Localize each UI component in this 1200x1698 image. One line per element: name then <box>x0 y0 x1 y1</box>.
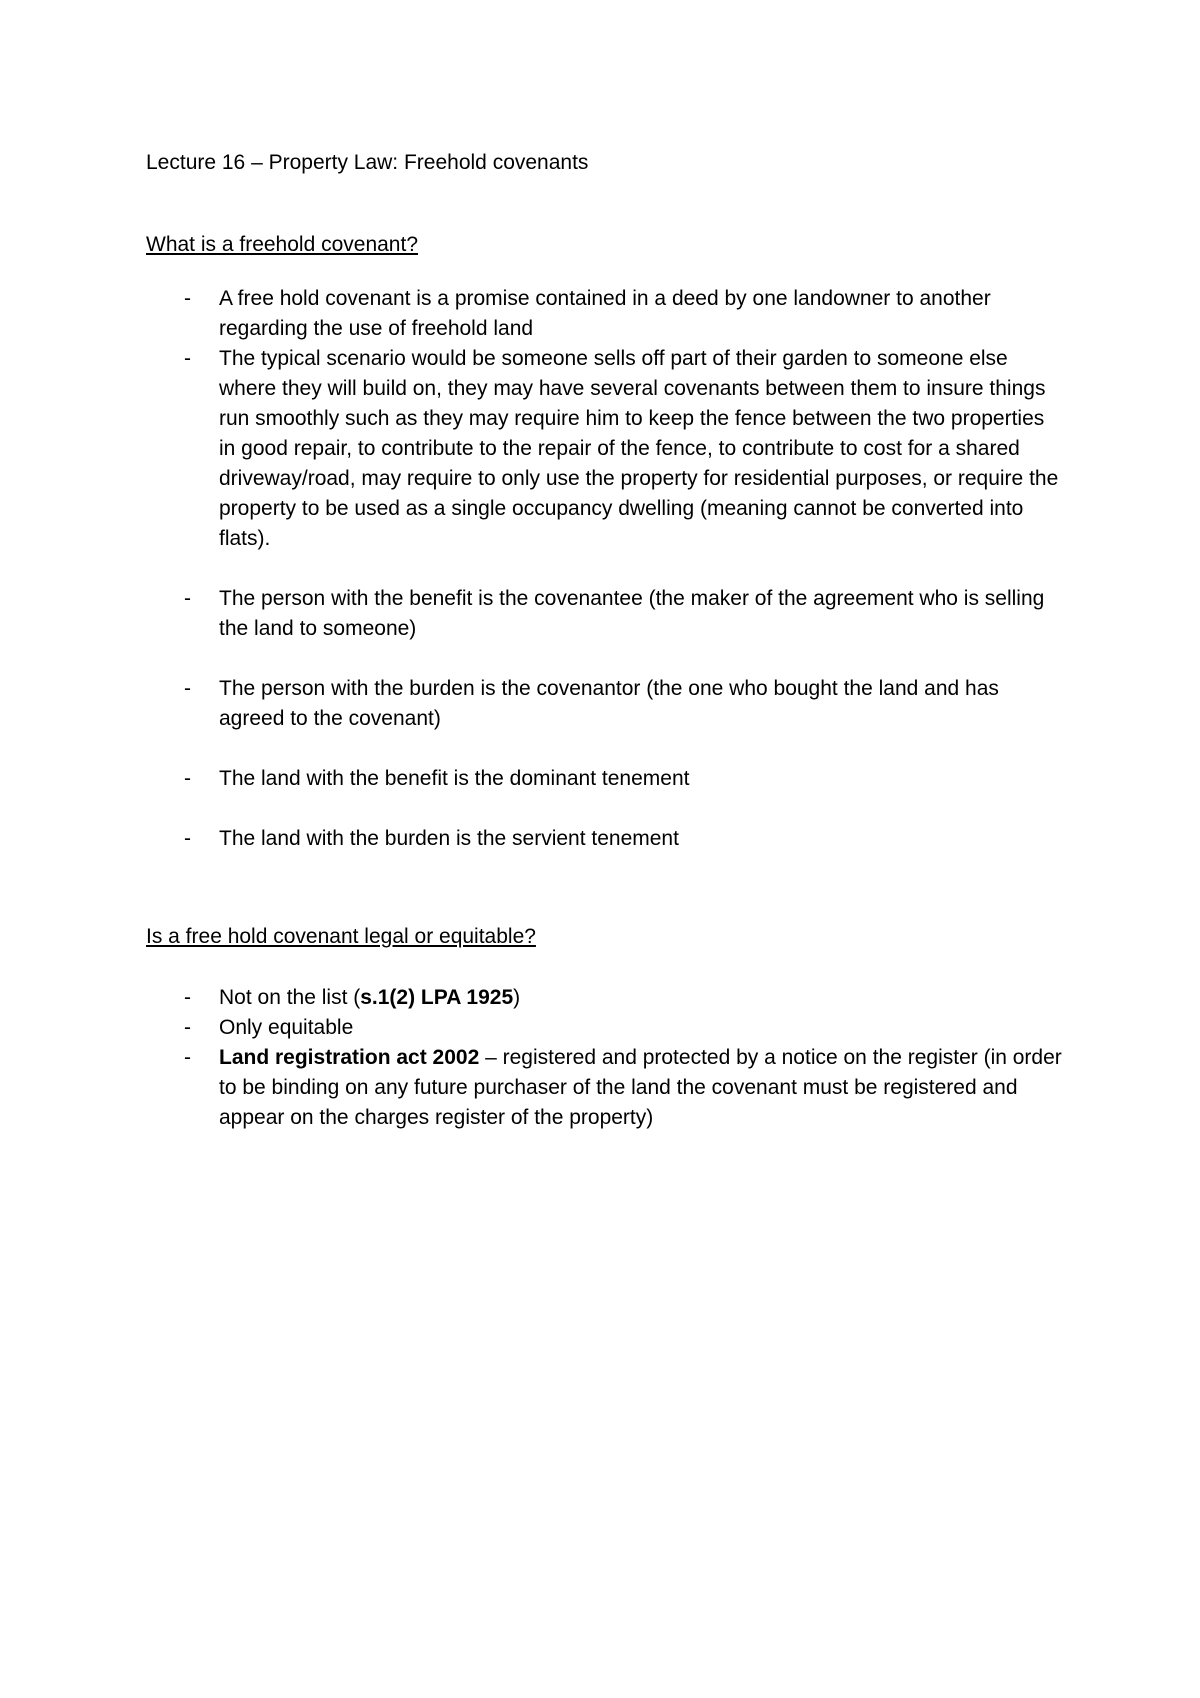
statute-reference: Land registration act 2002 <box>219 1046 480 1069</box>
list-item-text: A free hold covenant is a promise contained in a deed by one landowner to another regarding the use of freehold land <box>219 287 991 340</box>
statute-reference: s.1(2) LPA 1925 <box>360 986 514 1009</box>
section-1-list <box>146 284 1066 854</box>
list-item-text: – registered and protected by a notice on the register (in order to be binding on any future purchaser of the land the covenant must be registered and appear on the charges register of the property) <box>219 1046 1062 1129</box>
list-item-text: The typical scenario would be someone sells off part of their garden to someone else where they will build on, they may have several covenants between them to insure things run smoothly such as they may require him to keep the fence between the two properties in good repair, to contribute to the repair of the fence, to contribute to cost for a shared driveway/road, may require to only use the property for residential purposes, or require the property to be used as a single occupancy dwelling (meaning cannot be converted into flats). <box>219 347 1059 550</box>
list-item <box>146 344 1066 554</box>
bullet-dash: - <box>184 677 191 700</box>
list-item <box>146 824 1066 854</box>
list-item-text: The person with the burden is the covenantor (the one who bought the land and has agreed to the covenant) <box>219 677 999 730</box>
bullet-dash: - <box>184 767 191 790</box>
page-title: Lecture 16 – Property Law: Freehold covenants <box>146 151 589 174</box>
section-heading-what-is: What is a freehold covenant? <box>146 233 418 256</box>
list-item-text: Only equitable <box>219 1016 354 1039</box>
bullet-dash: - <box>184 986 191 1009</box>
bullet-dash: - <box>184 1046 191 1069</box>
list-item <box>146 284 1066 344</box>
bullet-dash: - <box>184 827 191 850</box>
list-item-text-end: ) <box>513 986 521 1009</box>
list-item-text: Not on the list ( <box>219 986 361 1009</box>
bullet-dash: - <box>184 587 191 610</box>
list-item <box>146 764 1066 794</box>
list-item <box>146 584 1066 644</box>
section-heading-legal-or-equitable: Is a free hold covenant legal or equitable? <box>146 925 536 948</box>
list-item-text: The person with the benefit is the covenantee (the maker of the agreement who is selling the land to someone) <box>219 587 1045 640</box>
bullet-dash: - <box>184 1016 191 1039</box>
list-item <box>146 1013 1066 1043</box>
bullet-dash: - <box>184 287 191 310</box>
bullet-dash: - <box>184 347 191 370</box>
section-2-list <box>146 983 1066 1133</box>
list-item <box>146 674 1066 734</box>
list-item <box>146 1043 1066 1133</box>
list-item <box>146 983 1066 1013</box>
list-item-text: The land with the burden is the servient tenement <box>219 827 679 850</box>
list-item-text: The land with the benefit is the dominant tenement <box>219 767 690 790</box>
